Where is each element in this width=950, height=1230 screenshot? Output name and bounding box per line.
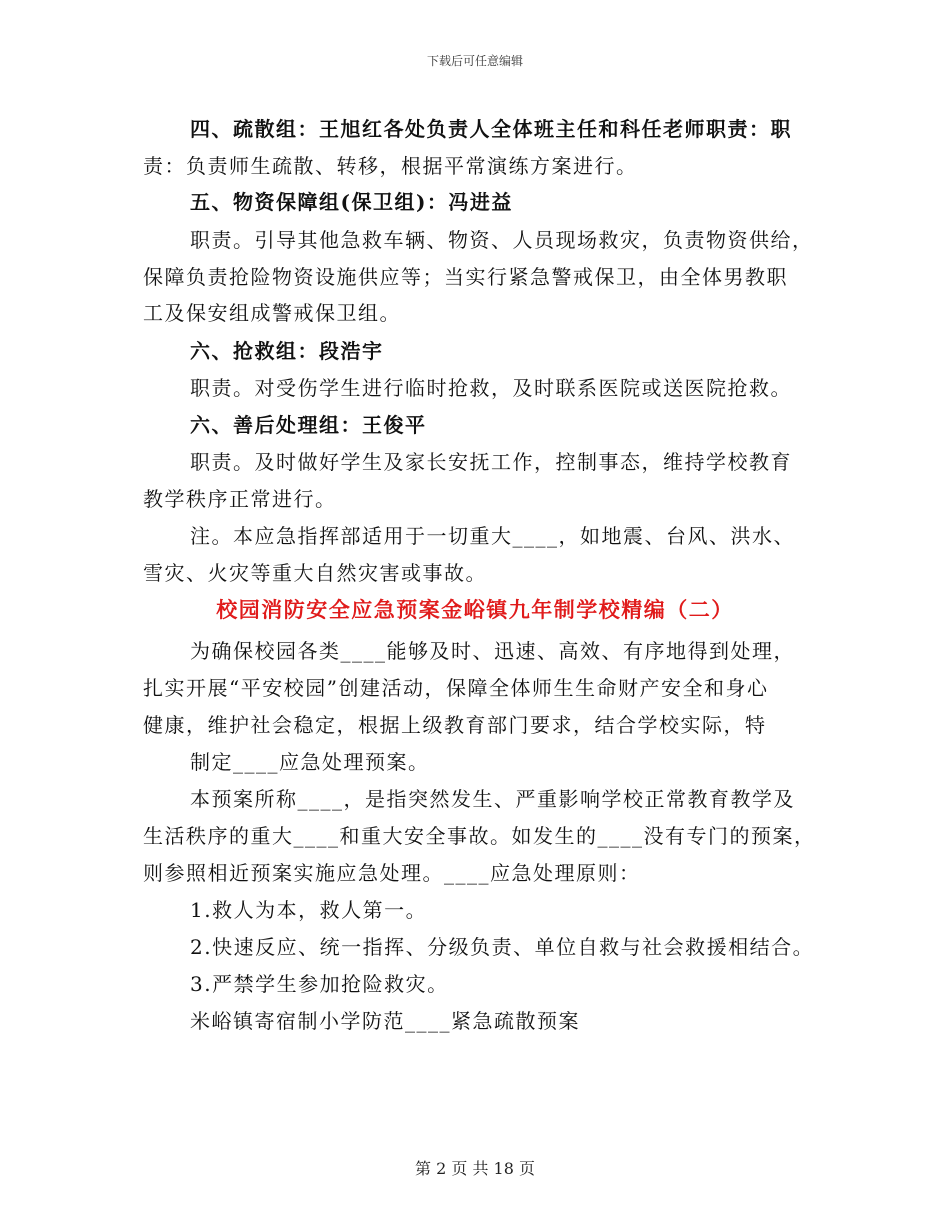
paragraph-line: 制定____应急处理预案。 bbox=[190, 750, 430, 774]
section-aftermath-group: 六、善后处理组：王俊平 bbox=[190, 413, 427, 437]
section-evacuation-group: 四、疏散组：王旭红各处负责人全体班主任和科任老师职责：职 bbox=[190, 117, 792, 141]
paragraph-line: 为确保校园各类____能够及时、迅速、高效、有序地得到处理， bbox=[190, 639, 795, 663]
paragraph-line: 责：负责师生疏散、转移，根据平常演练方案进行。 bbox=[143, 154, 638, 178]
section-rescue-group: 六、抢救组：段浩宇 bbox=[190, 339, 384, 363]
plan-title-line: 米峪镇寄宿制小学防范____紧急疏散预案 bbox=[190, 1009, 580, 1033]
paragraph-line: 本预案所称____，是指突然发生、严重影响学校正常教育教学及 bbox=[190, 787, 795, 811]
paragraph-line: 职责。引导其他急救车辆、物资、人员现场救灾，负责物资供给， bbox=[190, 228, 814, 252]
page-header: 下载后可任意编辑 bbox=[426, 54, 523, 68]
paragraph-line: 健康，维护社会稳定，根据上级教育部门要求，结合学校实际，特 bbox=[143, 713, 767, 737]
paragraph-line: 教学秩序正常进行。 bbox=[143, 487, 337, 511]
section-title: 校园消防安全应急预案金峪镇九年制学校精编（二） bbox=[216, 597, 734, 622]
paragraph-line: 扎实开展“平安校园”创建活动，保障全体师生生命财产安全和身心 bbox=[143, 676, 769, 700]
paragraph-line: 职责。对受伤学生进行临时抢救，及时联系医院或送医院抢救。 bbox=[190, 376, 792, 400]
page-number: 第 2 页 共 18 页 bbox=[415, 1159, 535, 1178]
paragraph-line: 保障负责抢险物资设施供应等；当实行紧急警戒保卫，由全体男教职 bbox=[143, 265, 788, 289]
note-paragraph: 注。本应急指挥部适用于一切重大____，如地震、台风、洪水、 bbox=[190, 524, 795, 548]
principle-item-2: 2.快速反应、统一指挥、分级负责、单位自救与社会救援相结合。 bbox=[190, 935, 815, 959]
principle-item-3: 3.严禁学生参加抢险救灾。 bbox=[190, 972, 449, 996]
paragraph-line: 则参照相近预案实施应急处理。____应急处理原则： bbox=[143, 861, 641, 885]
section-supply-security-group: 五、物资保障组(保卫组)：冯进益 bbox=[190, 190, 513, 214]
paragraph-line: 雪灾、火灾等重大自然灾害或事故。 bbox=[143, 561, 487, 585]
paragraph-line: 工及保安组成警戒保卫组。 bbox=[143, 301, 401, 325]
principle-item-1: 1.救人为本，救人第一。 bbox=[190, 898, 428, 922]
paragraph-line: 职责。及时做好学生及家长安抚工作，控制事态，维持学校教育 bbox=[190, 450, 792, 474]
paragraph-line: 生活秩序的重大____和重大安全事故。如发生的____没有专门的预案， bbox=[143, 824, 816, 848]
